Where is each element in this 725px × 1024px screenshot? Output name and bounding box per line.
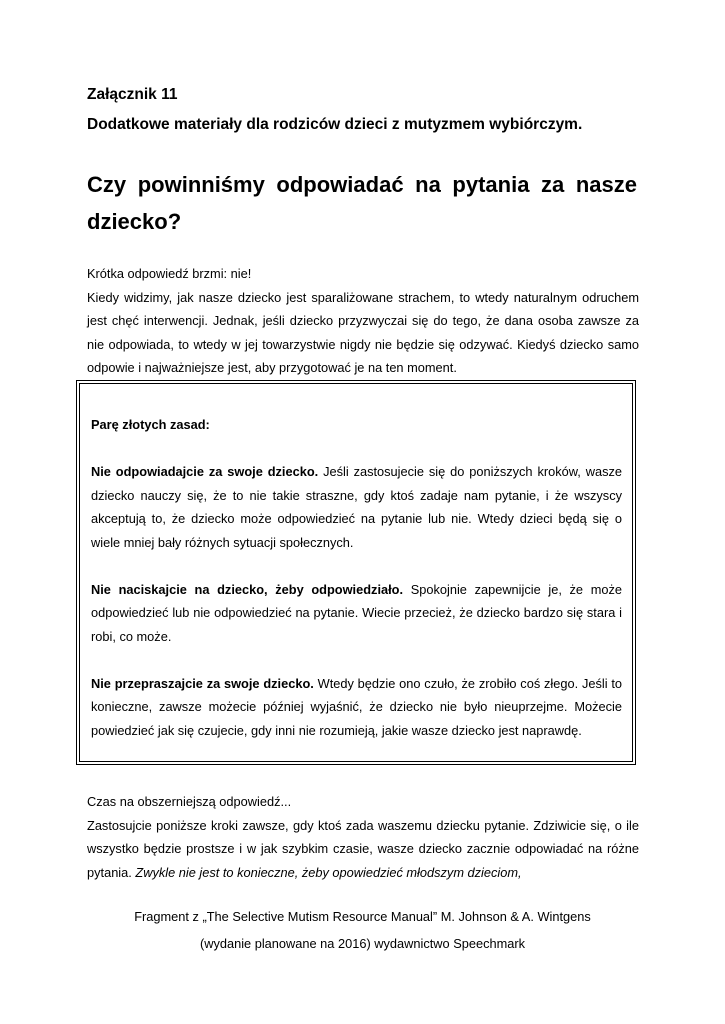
document-subtitle: Dodatkowe materiały dla rodziców dzieci z mutyzmem wybiórczym.	[87, 116, 583, 133]
longer-answer-section	[87, 790, 639, 884]
rule-item	[91, 672, 622, 743]
rule-item	[91, 460, 622, 554]
intro-paragraph: Kiedy widzimy, jak nasze dziecko jest sparaliżowane strachem, to wtedy naturalnym odruchem jest chęć interwencji. Jednak, jeśli dziecko przyzwyczai się do tego, że dana osoba zawsze za nie odpowiada, to wtedy w jej towarzystwie nigdy nie będzie się odzywać. Kiedyś dziecko samo odpowie i najważniejsze jest, aby przygotować je na ten moment.	[87, 289, 639, 375]
rule-lead: Nie naciskajcie na dziecko, żeby odpowiedziało.	[91, 581, 404, 597]
golden-rules-heading: Parę złotych zasad:	[91, 417, 210, 432]
short-answer: Krótka odpowiedź brzmi: nie!	[87, 266, 252, 281]
golden-rules-box	[76, 380, 636, 765]
longer-answer-paragraph	[87, 814, 639, 885]
rule-text: Spokojnie zapewnijcie je, że może odpowiedzieć lub nie odpowiedzieć na pytanie. Wiecie przecież, że dziecko bardzo się stara i robi, co może.	[91, 581, 622, 644]
footer-publisher-line: (wydanie planowane na 2016) wydawnictwo Speechmark	[199, 936, 526, 951]
footer-source-line: Fragment z „The Selective Mutism Resource Manual” M. Johnson & A. Wintgens	[134, 909, 591, 924]
attachment-label: Załącznik 11	[87, 86, 178, 103]
rule-lead: Nie odpowiadajcie za swoje dziecko.	[91, 464, 319, 479]
rule-text: Jeśli zastosujecie się do poniższych kroków, wasze dziecko nauczy się, że to nie takie straszne, gdy ktoś zadaje nam pytanie, i że wszyscy akceptują to, że dziecko może odpowiedzieć na pytanie lub nie. Wtedy dzieci będą się o wiele mniej bały różnych sytuacji społecznych.	[91, 464, 622, 550]
intro-section	[87, 262, 639, 380]
golden-rules-content	[91, 413, 622, 742]
rule-text: Wtedy będzie ono czuło, że zrobiło coś złego. Jeśli to konieczne, zawsze możecie później wyjaśnić, że dziecko nie było nieuprzejme. Możecie powiedzieć jak się czujecie, gdy inni nie rozumieją, jakie wasze dziecko jest naprawdę.	[91, 675, 622, 738]
rule-item	[91, 578, 622, 649]
document-title: Czy powinniśmy odpowiadać na pytania za nasze dziecko?	[87, 172, 637, 234]
longer-answer-label: Czas na obszerniejszą odpowiedź...	[87, 794, 292, 809]
rule-lead: Nie przepraszajcie za swoje dziecko.	[91, 675, 314, 691]
longer-answer-italic: Zwykle nie jest to konieczne, żeby opowiedzieć młodszym dzieciom,	[135, 864, 522, 880]
longer-answer-text: Zastosujcie poniższe kroki zawsze, gdy ktoś zada waszemu dziecku pytanie. Zdziwicie się, o ile wszystko będzie prostsze i w jak szybkim czasie, wasze dziecko zacznie odpowiadać na różne pytania.	[87, 817, 639, 880]
